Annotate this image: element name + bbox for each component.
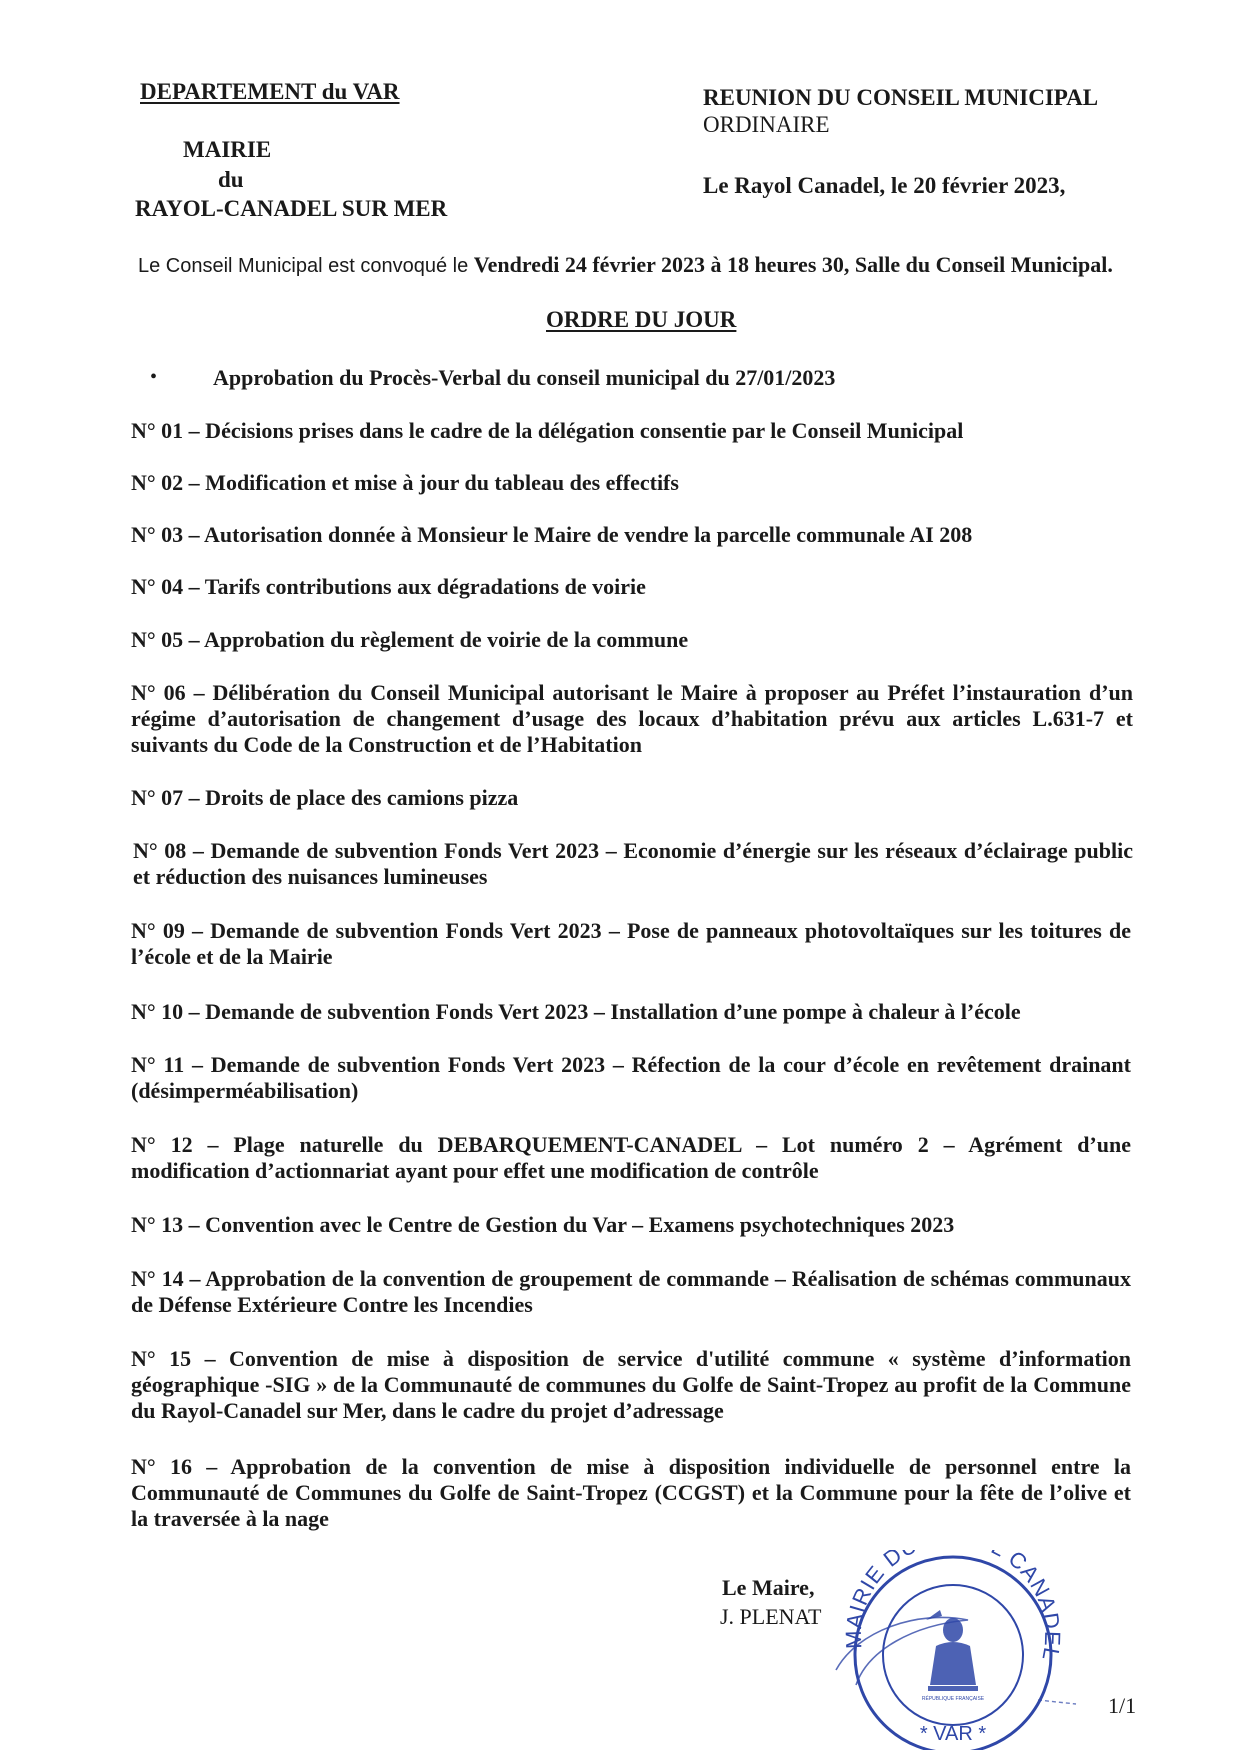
meeting-title: REUNION DU CONSEIL MUNICIPAL [703, 85, 1099, 110]
agenda-item-11: N° 11 – Demande de subvention Fonds Vert 2023 – Réfection de la cour d’école en revêtement drainant (désimperméabilisation) [131, 1052, 1131, 1103]
place-date: Le Rayol Canadel, le 20 février 2023, [703, 173, 1066, 198]
agenda-item-13: N° 13 – Convention avec le Centre de Gestion du Var – Examens psychotechniques 2023 [131, 1212, 955, 1237]
mairie-stamp [818, 1550, 1078, 1750]
marianne-emblem-icon [926, 1610, 978, 1691]
agenda-item-09: N° 09 – Demande de subvention Fonds Vert 2023 – Pose de panneaux photovoltaïques sur les toitures de l’école et de la Mairie [131, 918, 1131, 969]
stamp-bottom-text: * VAR * [919, 1723, 987, 1745]
agenda-title: ORDRE DU JOUR [546, 307, 737, 332]
agenda-item-02: N° 02 – Modification et mise à jour du tableau des effectifs [131, 470, 679, 495]
meeting-type: ORDINAIRE [703, 112, 830, 137]
agenda-item-01: N° 01 – Décisions prises dans le cadre de la délégation consentie par le Conseil Municipal [131, 418, 964, 443]
agenda-item-14: N° 14 – Approbation de la convention de groupement de commande – Réalisation de schémas communaux de Défense Extérieure Contre les Incendies [131, 1266, 1131, 1317]
commune-name: RAYOL-CANADEL SUR MER [135, 196, 448, 221]
stamp-inner-text: RÉPUBLIQUE FRANÇAISE [921, 1696, 985, 1702]
agenda-item-04: N° 04 – Tarifs contributions aux dégradations de voirie [131, 574, 646, 599]
stamp-ring-text: MAIRIE D CANADEL [840, 1550, 1066, 1663]
agenda-item-08: N° 08 – Demande de subvention Fonds Vert 2023 – Economie d’énergie sur les réseaux d’éclairage public et réduction des nuisances lumineuses [133, 838, 1133, 889]
agenda-item-10: N° 10 – Demande de subvention Fonds Vert 2023 – Installation d’une pompe à chaleur à l’école [131, 999, 1021, 1024]
convocation-prefix: Le Conseil Municipal est convoqué le [138, 255, 469, 277]
page-number: 1/1 [1108, 1693, 1137, 1718]
agenda-item-15: N° 15 – Convention de mise à disposition de service d'utilité commune « système d’information géographique -SIG » de la Communauté de communes du Golfe de Saint-Tropez au profit de la Commune du Rayol-Canadel sur Mer, dans le cadre du projet d’adressage [131, 1346, 1131, 1423]
agenda-item-07: N° 07 – Droits de place des camions pizza [131, 785, 519, 810]
agenda-item-03: N° 03 – Autorisation donnée à Monsieur le Maire de vendre la parcelle communale AI 208 [131, 522, 973, 547]
agenda-preamble: Approbation du Procès-Verbal du conseil municipal du 27/01/2023 [213, 365, 836, 390]
department-heading: DEPARTEMENT du VAR [140, 79, 400, 104]
agenda-item-05: N° 05 – Approbation du règlement de voirie de la commune [131, 627, 689, 652]
signature-name: J. PLENAT [720, 1604, 822, 1629]
signature-title: Le Maire, [722, 1575, 815, 1600]
convocation-details: Vendredi 24 février 2023 à 18 heures 30, Salle du Conseil Municipal. [473, 252, 1113, 277]
agenda-item-12: N° 12 – Plage naturelle du DEBARQUEMENT-CANADEL – Lot numéro 2 – Agrément d’une modification d’actionnariat ayant pour effet une modification de contrôle [131, 1132, 1131, 1183]
bullet-icon: • [150, 366, 158, 388]
du-label: du [218, 167, 244, 192]
mairie-label: MAIRIE [183, 137, 272, 162]
convocation-line [138, 252, 1113, 278]
agenda-item-06: N° 06 – Délibération du Conseil Municipal autorisant le Maire à proposer au Préfet l’instauration d’un régime d’autorisation de changement d’usage des locaux d’habitation prévu aux articles L.631-7 et suivants du Code de la Construction et de l’Habitation [131, 680, 1133, 757]
agenda-item-16: N° 16 – Approbation de la convention de mise à disposition individuelle de personnel entre la Communauté de Communes du Golfe de Saint-Tropez (CCGST) et la Commune pour la fête de l’olive et la traversée à la nage [131, 1454, 1131, 1531]
